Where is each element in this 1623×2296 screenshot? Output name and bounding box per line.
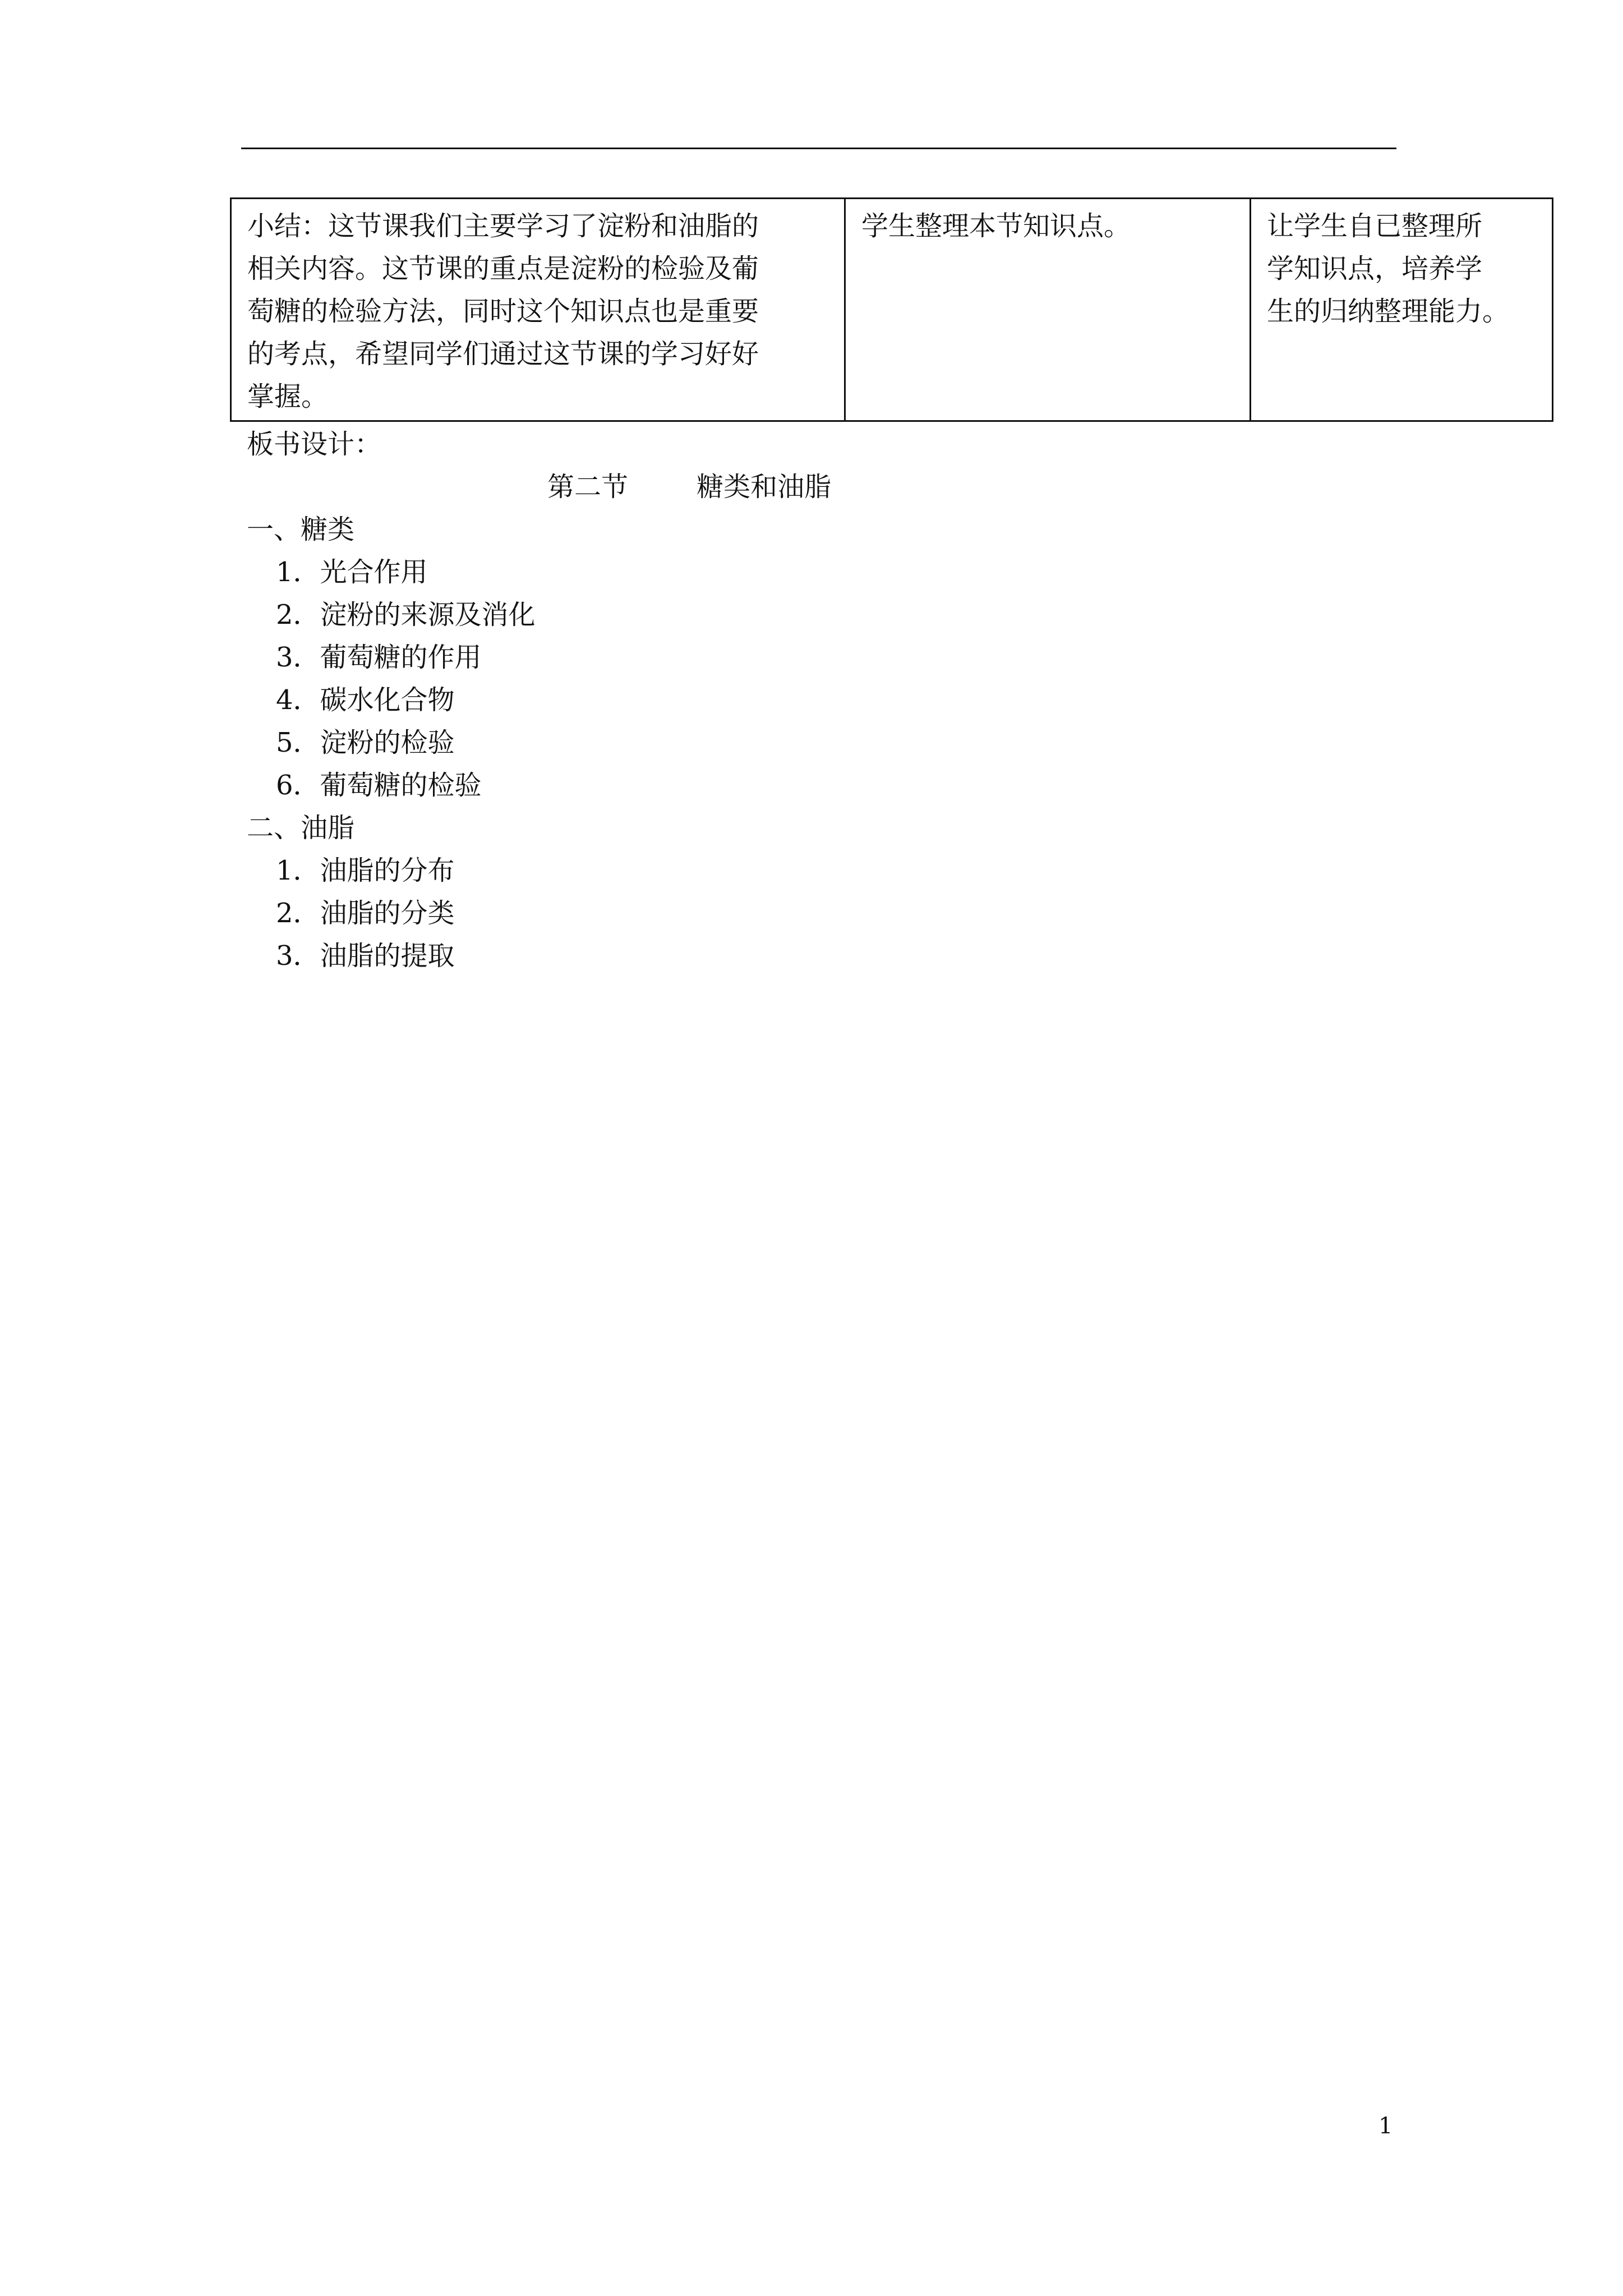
list-item: 3．葡萄糖的作用 bbox=[276, 642, 482, 673]
list-item: 1．油脂的分布 bbox=[276, 855, 455, 886]
board-design-label: 板书设计： bbox=[247, 429, 382, 460]
header-rule bbox=[241, 148, 1396, 149]
list-item: 1．光合作用 bbox=[276, 556, 428, 588]
teacher-activity-cell bbox=[231, 199, 845, 421]
list-item: 5．淀粉的检验 bbox=[276, 727, 455, 758]
design-purpose-cell bbox=[1251, 199, 1553, 421]
list-item: 2．油脂的分类 bbox=[276, 898, 455, 929]
board-title: 第二节 糖类和油脂 bbox=[547, 471, 832, 503]
design-purpose-text: 让学生自已整理所 学知识点，培养学 生的归纳整理能力。 bbox=[1267, 210, 1510, 327]
student-activity-cell bbox=[845, 199, 1251, 421]
list-item: 4．碳水化合物 bbox=[276, 684, 455, 716]
list-item: 6．葡萄糖的检验 bbox=[276, 770, 482, 801]
table-row bbox=[231, 199, 1553, 421]
list-item: 2．淀粉的来源及消化 bbox=[276, 599, 536, 631]
list-item: 3．油脂的提取 bbox=[276, 940, 455, 972]
section-heading-sugars: 一、糖类 bbox=[247, 514, 355, 545]
teacher-activity-text: 小结：这节课我们主要学习了淀粉和油脂的 相关内容。这节课的重点是淀粉的检验及葡 萄糖的检验方法，同时这个知识点也是重要 的考点，希望同学们通过这节课的学习好好 掌握。 bbox=[247, 210, 759, 412]
page-number: 1 bbox=[1378, 2113, 1393, 2139]
section-heading-fats: 二、油脂 bbox=[247, 812, 355, 844]
summary-table bbox=[230, 197, 1553, 422]
student-activity-text: 学生整理本节知识点。 bbox=[861, 210, 1131, 242]
board-outline bbox=[247, 508, 536, 977]
